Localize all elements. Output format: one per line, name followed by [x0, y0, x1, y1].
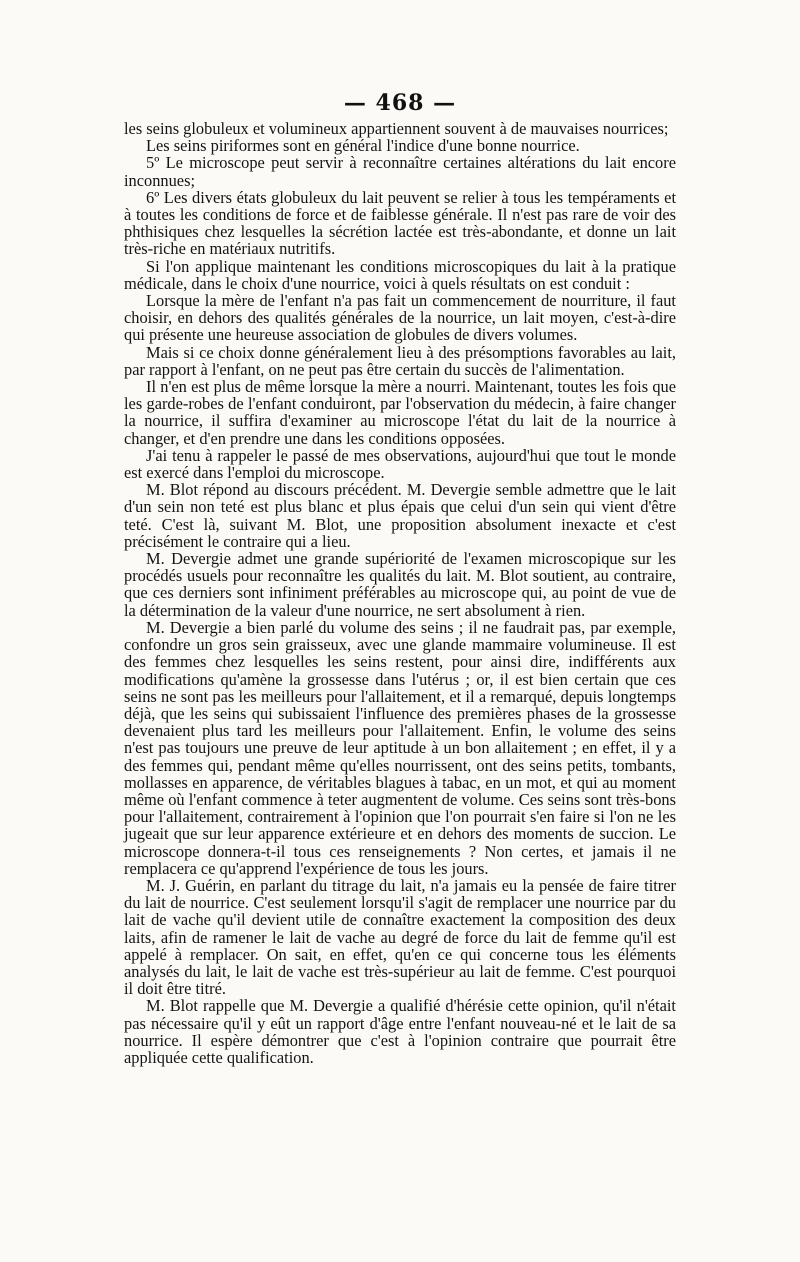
paragraph-5: Si l'on applique maintenant les conditions microscopiques du lait à la pratique médicale, dans le choix d'une nourrice, voici à quels résultats on est conduit :: [124, 256, 676, 293]
paragraph-6: Lorsque la mère de l'enfant n'a pas fait un commencement de nourriture, il faut choisir, en dehors des qualités générales de la nourrice, un lait moyen, c'est-à-dire qui présente une heureuse association de globules de divers volumes.: [124, 291, 676, 345]
paragraph-11: M. Devergie admet une grande supériorité de l'examen microscopique sur les procédés usuels pour reconnaître les qualités du lait. M. Blot soutient, au contraire, que ces derniers sont infiniment préférables au microscope qui, au point de vue de la détermination de la valeur d'une nourrice, ne sert absolument à rien.: [124, 549, 676, 620]
paragraph-9: J'ai tenu à rappeler le passé de mes observations, aujourd'hui que tout le monde est exercé dans l'emploi du microscope.: [124, 445, 676, 483]
paragraph-14: M. Blot rappelle que M. Devergie a qualifié d'hérésie cette opinion, qu'il n'était pas nécessaire qu'il y eût un rapport d'âge entre l'enfant nouveau-né et le lait de sa nourrice. Il espère démontrer que c'est à l'opinion contraire que pourrait être appliquée cette qualification.: [124, 996, 676, 1067]
paragraph-1: les seins globuleux et volumineux appartiennent souvent à de mauvaises nourrices;: [124, 119, 669, 138]
body-text: [124, 120, 676, 1066]
page-number: — 468 —: [343, 90, 457, 116]
paragraph-13: M. J. Guérin, en parlant du titrage du lait, n'a jamais eu la pensée de faire titrer du lait de nourrice. C'est seulement lorsqu'il s'agit de remplacer une nourrice par du lait de vache qu'il devient utile de connaître exactement la composition des deux laits, afin de ramener le lait de vache au degré de force du lait de femme qu'il est appelé à remplacer. On sait, en effet, qu'en ce qui concerne tous les éléments analysés du lait, le lait de vache est très-supérieur au lait de femme. C'est pourquoi il doit être titré.: [124, 875, 676, 999]
paragraph-8: Il n'en est plus de même lorsque la mère a nourri. Maintenant, toutes les fois que les garde-robes de l'enfant conduiront, par l'observation du médecin, à faire changer la nourrice, il suffira d'examiner au microscope l'état du lait de la nourrice à changer, et d'en prendre une dans les conditions opposées.: [124, 377, 676, 448]
paragraph-4: 6º Les divers états globuleux du lait peuvent se relier à tous les tempéraments et à toutes les conditions de force et de faiblesse générale. Il n'est pas rare de voir des phthisiques chez lesquelles la sécrétion lactée est très-abondante, et donne un lait très-riche en matériaux nutritifs.: [124, 187, 676, 259]
paragraph-10: M. Blot répond au discours précédent. M. Devergie semble admettre que le lait d'un sein non teté est plus blanc et plus épais que celui d'un sein qui vient d'être teté. C'est là, suivant M. Blot, une proposition absolument inexacte et c'est précisément le contraire qui a lieu.: [124, 480, 676, 551]
paragraph-2: Les seins piriformes sont en général l'indice d'une bonne nourrice.: [146, 136, 580, 156]
paragraph-12: M. Devergie a bien parlé du volume des seins ; il ne faudrait pas, par exemple, confondre un gros sein graisseux, avec une glande mammaire volumineuse. Il est des femmes chez lesquelles les seins restent, pour ainsi dire, indifférents aux modifications qu'amène la grossesse dans l'utérus ; or, il est bien certain que ces seins ne sont pas les meilleurs pour l'allaitement, et il a remarqué, depuis longtemps déjà, que les seins qui subissaient l'influence des premières phases de la grossesse devenaient plus tard les meilleurs pour l'allaitement. Enfin, le volume des seins n'est pas toujours une preuve de leur aptitude à un bon allaitement ; en effet, il y a des femmes qui, pendant même qu'elles nourrissent, ont des seins petits, tombants, mollasses en apparence, de véritables blagues à tabac, en un mot, et qui au moment même où l'enfant commence à teter augmentent de volume. Ces seins sont très-bons pour l'allaitement, contrairement à l'opinion que l'on pourrait s'en faire si l'on ne les jugeait que sur leur apparence extérieure et en dehors des moments de succion. Le microscope donnera-t-il tous ces renseignements ? Non certes, et jamais il ne remplacera ce qu'apprend l'expérience de tous les jours.: [124, 617, 676, 878]
paragraph-7: Mais si ce choix donne généralement lieu à des présomptions favorables au lait, par rapport à l'enfant, on ne peut pas être certain du succès de l'alimentation.: [124, 342, 676, 379]
paragraph-3: 5º Le microscope peut servir à reconnaître certaines altérations du lait encore inconnues;: [124, 153, 676, 190]
